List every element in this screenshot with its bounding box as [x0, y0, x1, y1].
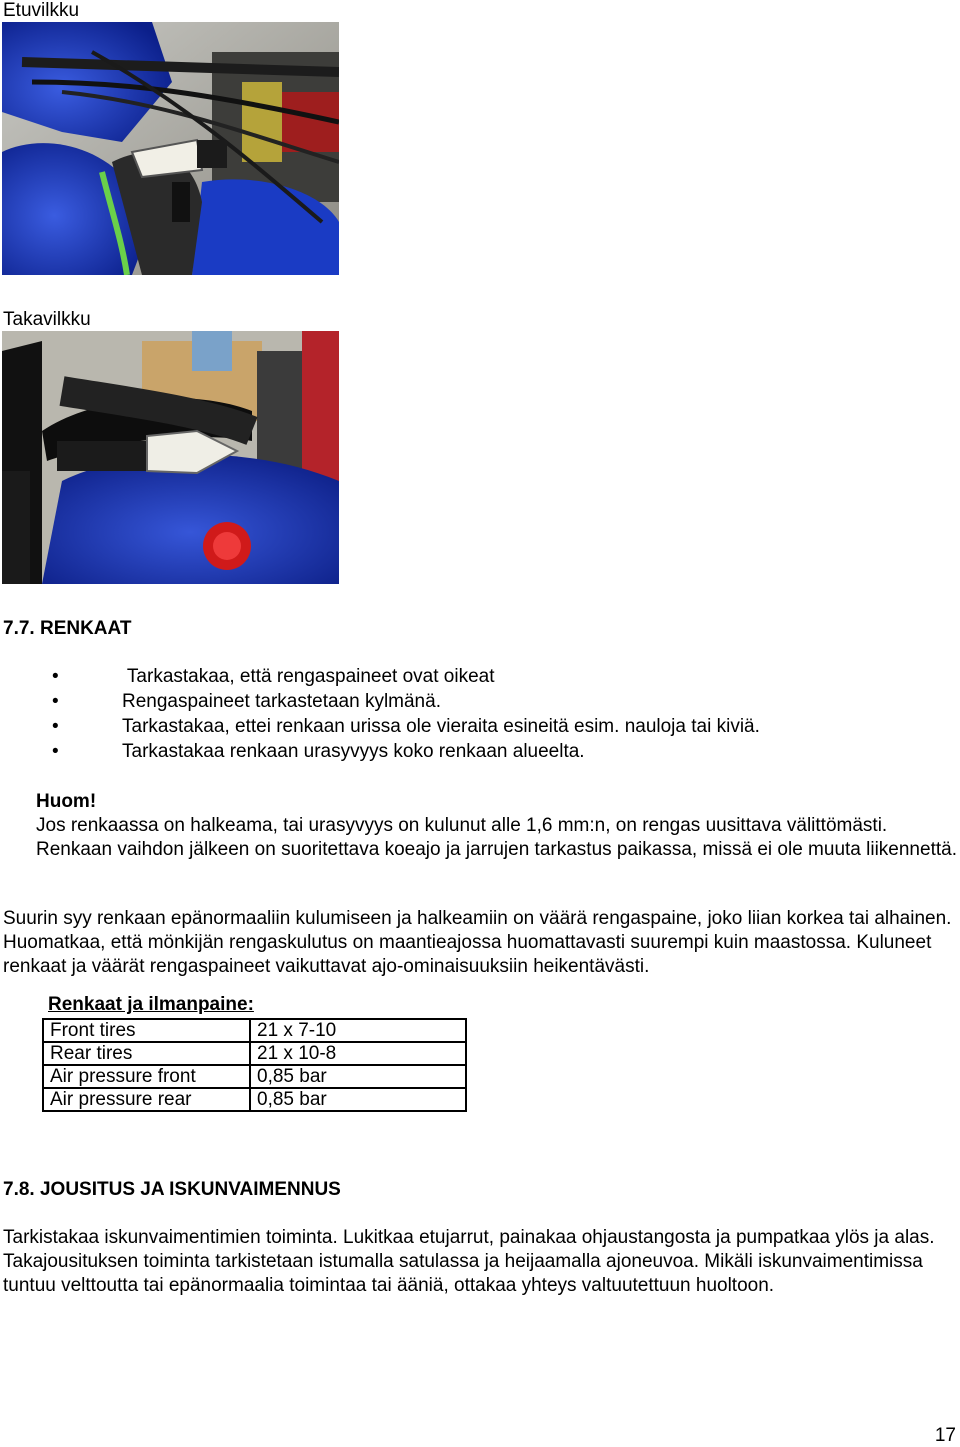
table-row — [43, 1088, 466, 1111]
bullet-icon: • — [52, 741, 59, 762]
table-cell-value: 21 x 10-8 — [250, 1042, 466, 1065]
table-cell-label: Front tires — [43, 1019, 250, 1042]
table-row — [43, 1065, 466, 1088]
bullet-icon: • — [52, 691, 59, 712]
table-cell-value: 21 x 7-10 — [250, 1019, 466, 1042]
table-cell-label: Air pressure rear — [43, 1088, 250, 1111]
list-item-text: Tarkastakaa, ettei renkaan urissa ole vieraita esineitä esim. nauloja tai kiviä. — [122, 716, 760, 737]
note-label: Huom! — [36, 791, 97, 812]
list-item-text: Tarkastakaa, että rengaspaineet ovat oikeat — [122, 666, 495, 687]
section-heading-tires: 7.7. RENKAAT — [3, 618, 132, 639]
table-cell-label: Air pressure front — [43, 1065, 250, 1088]
warning-note — [36, 790, 958, 862]
list-item-text: Rengaspaineet tarkastetaan kylmänä. — [122, 691, 441, 712]
table-cell-value: 0,85 bar — [250, 1088, 466, 1111]
tire-wear-paragraph: Suurin syy renkaan epänormaaliin kulumiseen ja halkeamiin on väärä rengaspaine, joko liian korkea tai alhainen. Huomatkaa, että mönkijän rengaskulutus on maantieajossa huomattavasti suurempi kuin maastossa. Kuluneet renkaat ja väärät rengaspaineet vaikuttavat ajo-ominaisuuksiin heikentävästi. — [3, 908, 952, 977]
page-number: 17 — [934, 1425, 956, 1446]
front-blinker-photo — [2, 22, 339, 275]
note-text: Jos renkaassa on halkeama, tai urasyvyys on kulunut alle 1,6 mm:n, on rengas uusittava välittömästi. Renkaan vaihdon jälkeen on suoritettava koeajo ja jarrujen tarkastus paikassa, missä ei ole muuta liikennettä. — [36, 815, 957, 860]
caption-rear-blinker: Takavilkku — [3, 309, 91, 330]
table-cell-value: 0,85 bar — [250, 1065, 466, 1088]
bullet-icon: • — [52, 666, 59, 687]
tire-table-title: Renkaat ja ilmanpaine: — [48, 994, 254, 1015]
bullet-icon: • — [52, 716, 59, 737]
suspension-paragraph: Tarkistakaa iskunvaimentimien toiminta. Lukitkaa etujarrut, painakaa ohjaustangosta ja pumpatkaa ylös ja alas. Takajousituksen toiminta tarkistetaan istumalla satulassa ja heijaamalla ajoneuvoa. Mikäli iskunvaimentimissa tuntuu velttoutta tai epänormaalia toimintaa tai ääniä, ottakaa yhteys valtuutettuun huoltoon. — [3, 1227, 935, 1296]
table-cell-label: Rear tires — [43, 1042, 250, 1065]
list-item-text: Tarkastakaa renkaan urasyvyys koko renkaan alueelta. — [122, 741, 585, 762]
table-row — [43, 1019, 466, 1042]
caption-front-blinker: Etuvilkku — [3, 0, 80, 21]
rear-blinker-photo — [2, 331, 339, 584]
tire-pressure-table — [42, 1018, 467, 1112]
section-heading-suspension: 7.8. JOUSITUS JA ISKUNVAIMENNUS — [3, 1179, 341, 1200]
table-row — [43, 1042, 466, 1065]
